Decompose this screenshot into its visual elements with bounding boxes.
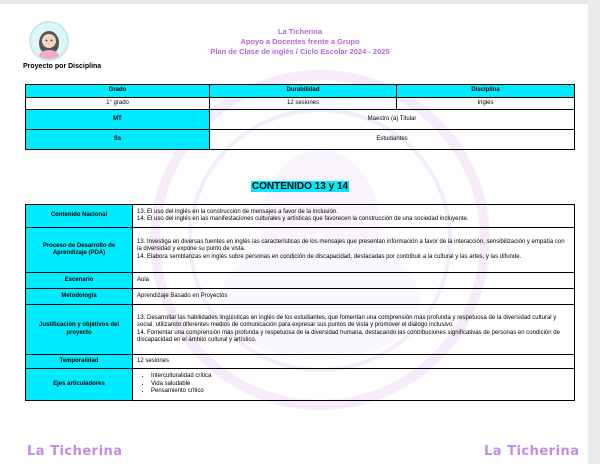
ejes-value	[133, 369, 575, 401]
footer-brand-left: La Ticherina	[27, 444, 123, 459]
temporalidad-label: Temporalidad	[26, 355, 133, 369]
contenido-value	[133, 205, 575, 228]
ejes-list-item: • Pensamiento crítico	[151, 388, 570, 396]
ejes-label: Ejes articuladores	[26, 369, 133, 401]
document-header	[120, 27, 480, 57]
section-title	[200, 181, 400, 192]
project-label: Proyecto por Disciplina	[23, 63, 102, 70]
top-shadow	[0, 0, 600, 4]
logo-avatar	[29, 21, 69, 61]
header-line-3: Plan de Clase de inglés / Ciclo Escolar 2024 - 2025	[210, 47, 390, 56]
content-table	[25, 204, 575, 401]
justificacion-label: Justificación y objetivos del proyecto	[26, 305, 133, 355]
grado-value: 1° grado	[26, 98, 210, 110]
header-line-2: Apoyo a Docentes frente a Grupo	[240, 37, 360, 46]
grado-header: Grado	[26, 85, 210, 98]
ss-label: Ss	[26, 130, 210, 150]
footer-brand-right: La Ticherina	[484, 444, 580, 459]
pda-value	[133, 228, 575, 273]
justificacion-item: 14. Fomentar una comprensión más profunda y respetuosa de la diversidad humana, destacando las contribuciones significativas de personas en condición de discapacidad en el ámbito cultural y artístico.	[137, 329, 560, 343]
durabilidad-header: Durabilidad	[210, 85, 397, 98]
justificacion-value	[133, 305, 575, 355]
durabilidad-value: 12 sesiones	[210, 98, 397, 110]
ejes-list-item: • Interculturalidad crítica	[151, 373, 570, 381]
ejes-list-item: • Vida saludable	[151, 381, 570, 389]
metodologia-value: Aprendizaje Basado en Proyectos	[133, 289, 575, 305]
ejes-list	[137, 373, 570, 396]
disciplina-value: Inglés	[397, 98, 575, 110]
contenido-label: Contenido Nacional	[26, 205, 133, 228]
avatar-icon	[31, 23, 67, 59]
contenido-item: 13. El uso del inglés en la construcción de mensajes a favor de la inclusión.	[137, 208, 338, 215]
metodologia-label: Metodología	[26, 289, 133, 305]
pda-label: Proceso de Desarrollo de Aprendizaje (PDA)	[26, 228, 133, 273]
header-line-1: La Ticherina	[277, 27, 323, 36]
temporalidad-value: 12 sesiones	[133, 355, 575, 369]
pda-item: 13. Investiga en diversas fuentes en inglés las características de los mensajes que presentan información a favor de la interacción, sensibilización y empatía con la diversidad y expone su punto de vista.	[137, 238, 565, 253]
mt-label: MT	[26, 110, 210, 130]
mt-value: Maestro (a) Titular	[210, 110, 575, 130]
ss-value: Estudiantes	[210, 130, 575, 150]
scrollbar[interactable]	[588, 0, 600, 464]
justificacion-item: 13. Desarrollar las habilidades lingüísticas en inglés de los estudiantes, que fomentan una comprensión más profunda y respetuosa de la diversidad cultural y social, utilizando diferentes medios de comunicación para expresar sus puntos de vista y promover el diálogo inclusivo.	[137, 314, 557, 328]
contenido-item: 14. El uso del inglés en las manifestaciones culturales y artísticas que favorecen la construcción de una sociedad incluyente.	[137, 216, 469, 222]
escenario-label: Escenario	[26, 273, 133, 289]
info-table	[25, 84, 575, 150]
section-title-text: CONTENIDO 13 y 14	[251, 181, 349, 192]
disciplina-header: Disciplina	[397, 85, 575, 98]
escenario-value: Aula	[133, 273, 575, 289]
pda-item: 14. Elabora semblanzas en inglés sobre personas en condición de discapacidad, destacadas por contribuir a la cultural y las artes, y las difunde.	[137, 253, 522, 260]
